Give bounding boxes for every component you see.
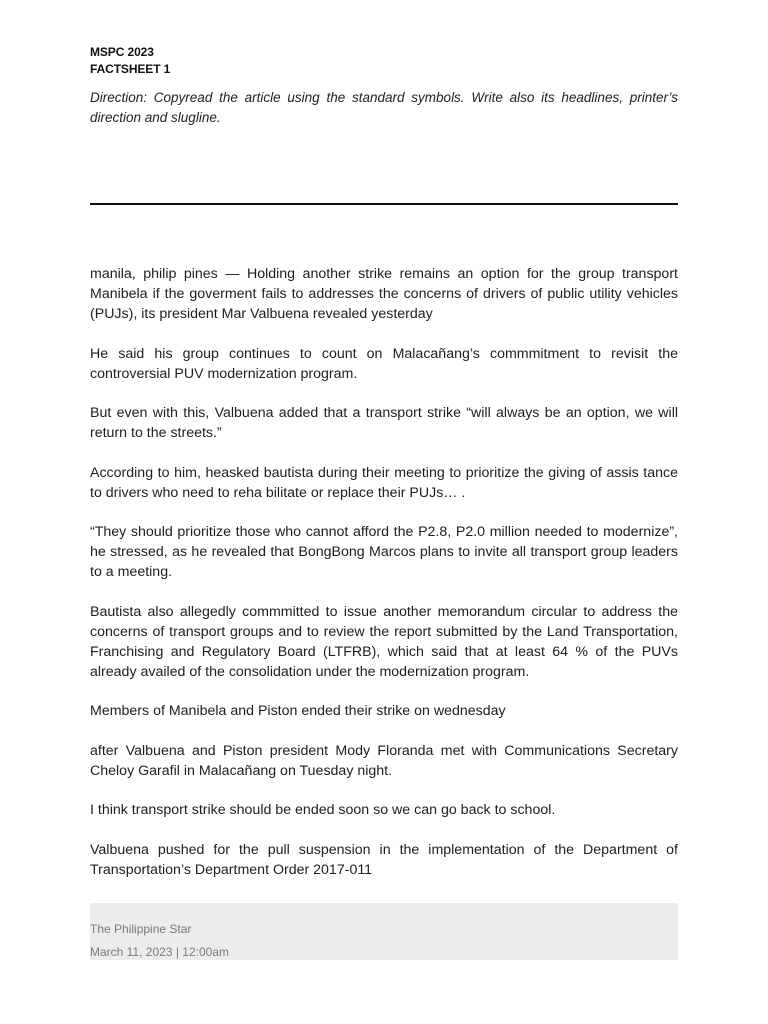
document-header — [90, 44, 678, 128]
article-paragraph: He said his group continues to count on Malacañang’s commmitment to revisit the controversial PUV modernization program. — [90, 345, 678, 382]
article-paragraph: Members of Manibela and Piston ended their strike on wednesday — [90, 703, 506, 719]
article-paragraph: Valbuena pushed for the pull suspension in the implementation of the Department of Transportation’s Department Order 2017-011 — [90, 841, 678, 878]
article-paragraph: According to him, heasked bautista during their meeting to prioritize the giving of assis tance to drivers who need to reha bilitate or replace their PUJs… . — [90, 464, 678, 501]
source-publication: The Philippine Star — [90, 922, 192, 936]
article-paragraph: I think transport strike should be ended soon so we can go back to school. — [90, 802, 556, 818]
source-credit-box — [90, 903, 678, 960]
article-paragraph: “They should prioritize those who cannot afford the P2.8, P2.0 million needed to modernize”, he stressed, as he revealed that BongBong Marcos plans to invite all transport group leaders to a meeting. — [90, 524, 678, 580]
article-paragraph: manila, philip pines — Holding another strike remains an option for the group transport Manibela if the goverment fails to addresses the concerns of drivers of public utility vehicles (PUJs), its president Mar Valbuena revealed yesterday — [90, 266, 678, 322]
factsheet-label: FACTSHEET 1 — [90, 62, 171, 76]
headline-rule — [90, 203, 678, 205]
contest-title: MSPC 2023 — [90, 45, 154, 59]
article-paragraph: But even with this, Valbuena added that a transport strike “will always be an option, we will return to the streets.” — [90, 405, 678, 441]
article-paragraph: after Valbuena and Piston president Mody Floranda met with Communications Secretary Cheloy Garafil in Malacañang on Tuesday night. — [90, 742, 678, 779]
direction-text: Direction: Copyread the article using the standard symbols. Write also its headlines, printer’s direction and slugline. — [90, 90, 678, 125]
article-paragraph: Bautista also allegedly commmitted to issue another memorandum circular to address the concerns of transport groups and to review the report submitted by the Land Transportation, Franchising and Regulatory Board (LTFRB), which said that at least 64 % of the PUVs already availed of the consolidation under the modernization program. — [90, 603, 678, 680]
article-body — [90, 264, 678, 899]
source-date: March 11, 2023 | 12:00am — [90, 945, 229, 959]
